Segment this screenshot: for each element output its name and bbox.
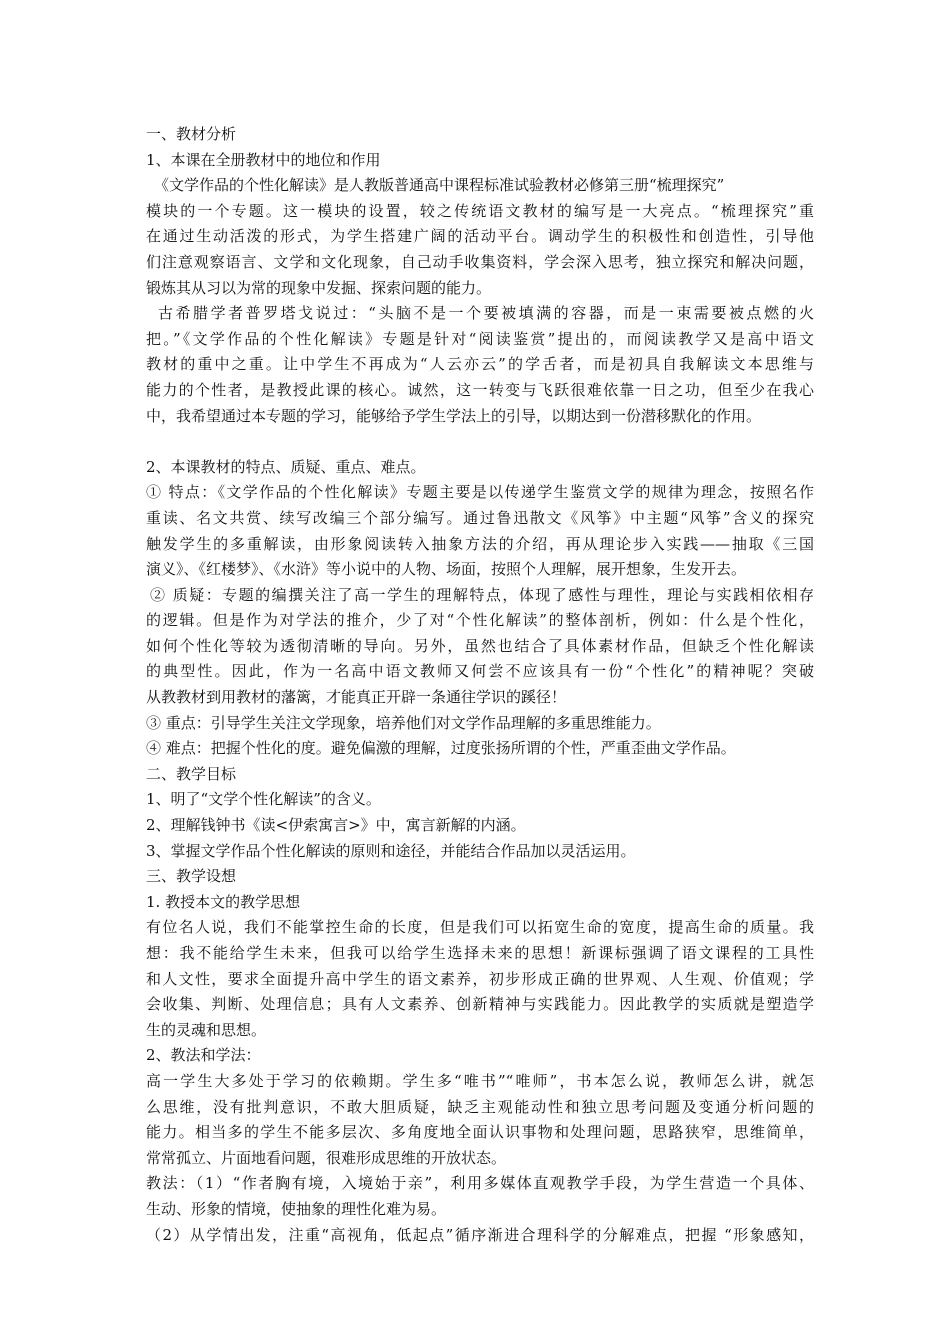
para-6: ④ 难点：把握个性化的度。避免偏激的理解，过度张扬所谓的个性，严重歪曲文学作品。 [146, 739, 736, 758]
para-3-line: ① 特点：《文学作品的个性化解读》专题主要是以传递学生鉴赏文学的规律为理念，按照名作 [146, 483, 814, 502]
para-4-line: ② 质疑：专题的编撰关注了高一学生的理解特点，体现了感性与理性，理论与实践相依相存 [150, 585, 814, 604]
para-2-line: 能力的个性者，是教授此课的核心。诚然，这一转变与飞跃很难依靠一日之功，但至少在我心 [146, 380, 814, 399]
para-1-line: 在通过生动活泼的形式，为学生搭建广阔的活动平台。调动学生的积极性和创造性，引导他 [146, 227, 814, 246]
para-3-line: 触发学生的多重解读，由形象阅读转入抽象方法的介绍，再从理论步入实践——抽取《三国 [146, 534, 814, 553]
para-1-line: 模块的一个专题。这一模块的设置，较之传统语文教材的编写是一大亮点。“梳理探究”重 [146, 201, 814, 220]
para-2-line: 把。”《文学作品的个性化解读》专题是针对“阅读鉴赏”提出的，而阅读教学又是高中语文 [146, 329, 814, 348]
para-7-line: 生的灵魂和思想。 [146, 1020, 267, 1039]
goal-item: 3、掌握文学作品个性化解读的原则和途径，并能结合作品加以灵活运用。 [146, 841, 636, 860]
section-heading-2: 二、教学目标 [146, 764, 237, 783]
para-8-line: 能力。相当多的学生不能多层次、多角度地全面认识事物和处理问题，思路狭窄，思维简单， [146, 1123, 814, 1142]
para-4-line: 的逻辑。但是作为对学法的推介，少了对“个性化解读”的整体剖析，例如：什么是个性化， [146, 611, 814, 630]
para-9-line: 教法：（1）“作者胸有境，入境始于亲”，利用多媒体直观教学手段，为学生营造一个具体、 [146, 1174, 814, 1193]
para-7-line: 会收集、判断、处理信息；具有人文素养、创新精神与实践能力。因此教学的实质就是塑造学 [146, 995, 814, 1014]
para-2-line: 古希腊学者普罗塔戈说过：“头脑不是一个要被填满的容器，而是一束需要被点燃的火 [158, 304, 814, 323]
para-4-line: 的典型性。因此，作为一名高中语文教师又何尝不应该具有一份“个性化”的精神呢？突破 [146, 662, 814, 681]
para-1-line: 锻炼其从习以为常的现象中发掘、探索问题的能力。 [146, 278, 492, 297]
para-8-line: 高一学生大多处于学习的依赖期。学生多“唯书”“唯师”，书本怎么说，教师怎么讲，就怎 [146, 1071, 814, 1090]
para-7-line: 和人文性，要求全面提升高中学生的语文素养，初步形成正确的世界观、人生观、价值观；学 [146, 969, 814, 988]
goal-item: 1、明了“文学个性化解读”的含义。 [146, 790, 381, 809]
section-heading-3: 三、教学设想 [146, 867, 237, 886]
para-3-line: 演义》、《红楼梦》、《水浒》等小说中的人物、场面，按照个人理解，展开想象，生发开去。 [146, 560, 747, 579]
subsection-heading-3-1: 1. 教授本文的教学思想 [146, 892, 301, 911]
para-10-line: （2）从学情出发，注重“高视角，低起点”循序渐进合理科学的分解难点，把握 “形象感知， [146, 1225, 814, 1244]
subsection-heading-3-2: 2、教法和学法： [146, 1046, 261, 1065]
para-1-line: 们注意观察语言、文学和文化现象，自己动手收集资料，学会深入思考，独立探究和解决问题， [146, 252, 814, 271]
document-page [146, 122, 814, 1248]
para-5: ③ 重点：引导学生关注文学现象，培养他们对文学作品理解的多重思维能力。 [146, 713, 661, 732]
section-heading-1: 一、教材分析 [146, 125, 237, 143]
para-4-line: 如何个性化等较为透彻清晰的导向。另外，虽然也结合了具体素材作品，但缺乏个性化解读 [146, 636, 814, 655]
subsection-heading-1-1: 1、本课在全册教材中的地位和作用 [146, 150, 381, 169]
para-8-line: 常常孤立、片面地看问题，很难形成思维的开放状态。 [146, 1148, 507, 1167]
para-3-line: 重读、名文共赏、续写改编三个部分编写。通过鲁迅散文《风筝》中主题“风筝”含义的探究 [146, 508, 814, 527]
para-7-line: 想：我不能给学生未来，但我可以给学生选择未来的思想！新课标强调了语文课程的工具性 [146, 944, 814, 962]
para-1-line: 《文学作品的个性化解读》是人教版普通高中课程标准试验教材必修第三册“梳理探究” [154, 176, 725, 195]
goal-item: 2、理解钱钟书《读<伊索寓言>》中，寓言新解的内涵。 [146, 816, 526, 835]
subsection-heading-1-2: 2、本课教材的特点、质疑、重点、难点。 [146, 457, 426, 476]
para-9-line: 生动、形象的情境，使抽象的理性化难为易。 [146, 1199, 447, 1218]
blank-line [146, 429, 814, 455]
para-4-line: 从教教材到用教材的藩篱，才能真正开辟一条通往学识的蹊径！ [146, 688, 567, 707]
para-8-line: 么思维，没有批判意识，不敢大胆质疑，缺乏主观能动性和独立思考问题及变通分析问题的 [146, 1097, 814, 1116]
para-2-line: 教材的重中之重。让中学生不再成为“人云亦云”的学舌者，而是初具自我解读文本思维与 [146, 355, 814, 374]
para-7-line: 有位名人说，我们不能掌控生命的长度，但是我们可以拓宽生命的宽度，提高生命的质量。我 [146, 918, 814, 937]
para-2-line: 中，我希望通过本专题的学习，能够给予学生学法上的引导，以期达到一份潜移默化的作用。 [146, 406, 762, 425]
